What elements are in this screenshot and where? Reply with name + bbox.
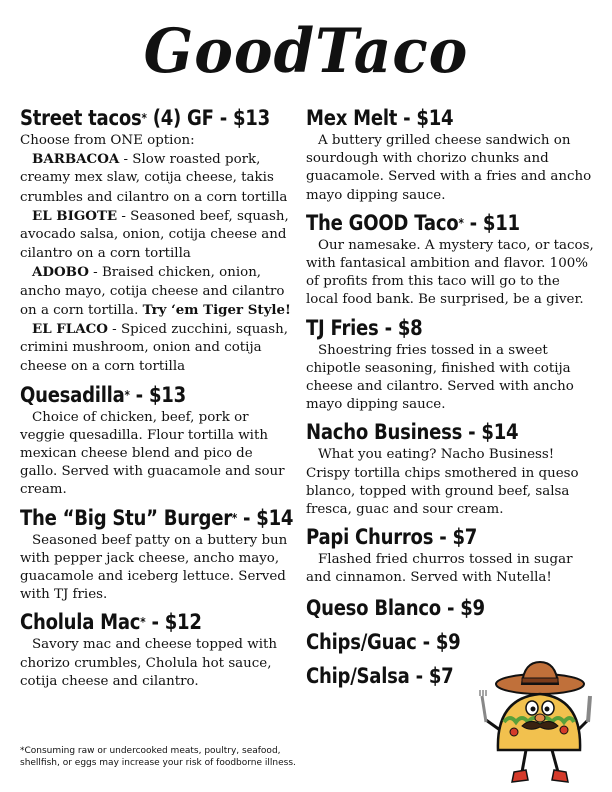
menu-item-tj-fries xyxy=(306,314,596,415)
option-el-flaco: EL FLACO - Spiced zucchini, squash, crimini mushroom, onion and cotija cheese on a corn tortilla xyxy=(20,321,289,375)
item-title: Chips/Guac - $9 xyxy=(306,629,461,654)
menu-item-street-tacos xyxy=(20,104,292,377)
item-title: TJ Fries - $8 xyxy=(306,315,423,340)
menu-item-nacho-business xyxy=(306,418,596,519)
item-description: Seasoned beef patty on a buttery bun with pepper jack cheese, ancho mayo, guacamole and iceberg lettuce. Served with TJ fries. xyxy=(20,532,288,603)
menu-item-good-taco xyxy=(306,209,596,310)
item-description: Flashed fried churros tossed in sugar and cinnamon. Served with Nutella! xyxy=(306,552,573,586)
item-title: Chip/Salsa - $7 xyxy=(306,663,454,688)
item-description: Shoestring fries tossed in a sweet chipotle seasoning, finished with cotija cheese and cilantro. Served with ancho mayo dipping sauce. xyxy=(306,342,574,413)
item-title: Nacho Business - $14 xyxy=(306,420,519,445)
item-title: Papi Churros - $7 xyxy=(306,525,478,550)
menu-item-chips-guac xyxy=(306,628,596,656)
left-column xyxy=(20,104,292,695)
item-description: Savory mac and cheese topped with chorizo crumbles, Cholula hot sauce, cotija cheese and cilantro. xyxy=(20,637,277,689)
option-adobo: ADOBO - Braised chicken, onion, ancho mayo, cotija cheese and cilantro on a corn tortilla. Try ‘em Tiger Style! xyxy=(20,264,291,318)
option-el-bigote: EL BIGOTE - Seasoned beef, squash, avocado salsa, onion, cotija cheese and cilantro on a corn tortilla xyxy=(20,207,289,262)
menu-item-queso-blanco xyxy=(306,594,596,622)
choose-text: Choose from ONE option: xyxy=(20,133,195,148)
option-barbacoa: BARBACOA - Slow roasted pork, creamy mex slaw, cotija cheese, takis crumbles and cilantro on a corn tortilla xyxy=(20,151,288,205)
item-title: Street tacos* (4) GF - $13 xyxy=(20,106,270,130)
taco-mascot-icon xyxy=(478,660,596,788)
item-description: A buttery grilled cheese sandwich on sourdough with chorizo chunks and guacamole. Served with a fries and ancho mayo dipping sauce. xyxy=(306,133,592,203)
logo xyxy=(0,8,612,94)
item-title: Quesadilla* - $13 xyxy=(20,382,186,407)
item-description: Choice of chicken, beef, pork or veggie quesadilla. Flour tortilla with mexican cheese blend and pico de gallo. Served with guacamole and sour cream. xyxy=(20,409,285,498)
menu-item-cholula-mac xyxy=(20,608,292,691)
footnote: *Consuming raw or undercooked meats, poultry, seafood, shellfish, or eggs may increase your risk of foodborne illness. xyxy=(20,746,296,768)
item-title: The “Big Stu” Burger* - $14 xyxy=(20,505,294,530)
item-title: The GOOD Taco* - $11 xyxy=(306,210,520,235)
item-title: Mex Melt - $14 xyxy=(306,106,454,130)
menu-item-quesadilla xyxy=(20,381,292,500)
item-description: What you eating? Nacho Business! Crispy tortilla chips smothered in queso blanco, topped with ground beef, salsa fresca, guac and sour cream. xyxy=(306,447,579,518)
item-title: Queso Blanco - $9 xyxy=(306,595,485,620)
right-column xyxy=(306,104,596,694)
menu-item-mex-melt xyxy=(306,104,596,205)
menu-item-papi-churros xyxy=(306,523,596,587)
menu-item-burger xyxy=(20,504,292,605)
item-title: Cholula Mac* - $12 xyxy=(20,610,202,635)
logo-text: GoodTaco xyxy=(143,15,469,87)
item-description: Our namesake. A mystery taco, or tacos, with fantasical ambition and flavor. 100% of profits from this taco will go to the local food bank. Be surprised, be a giver. xyxy=(306,237,594,308)
